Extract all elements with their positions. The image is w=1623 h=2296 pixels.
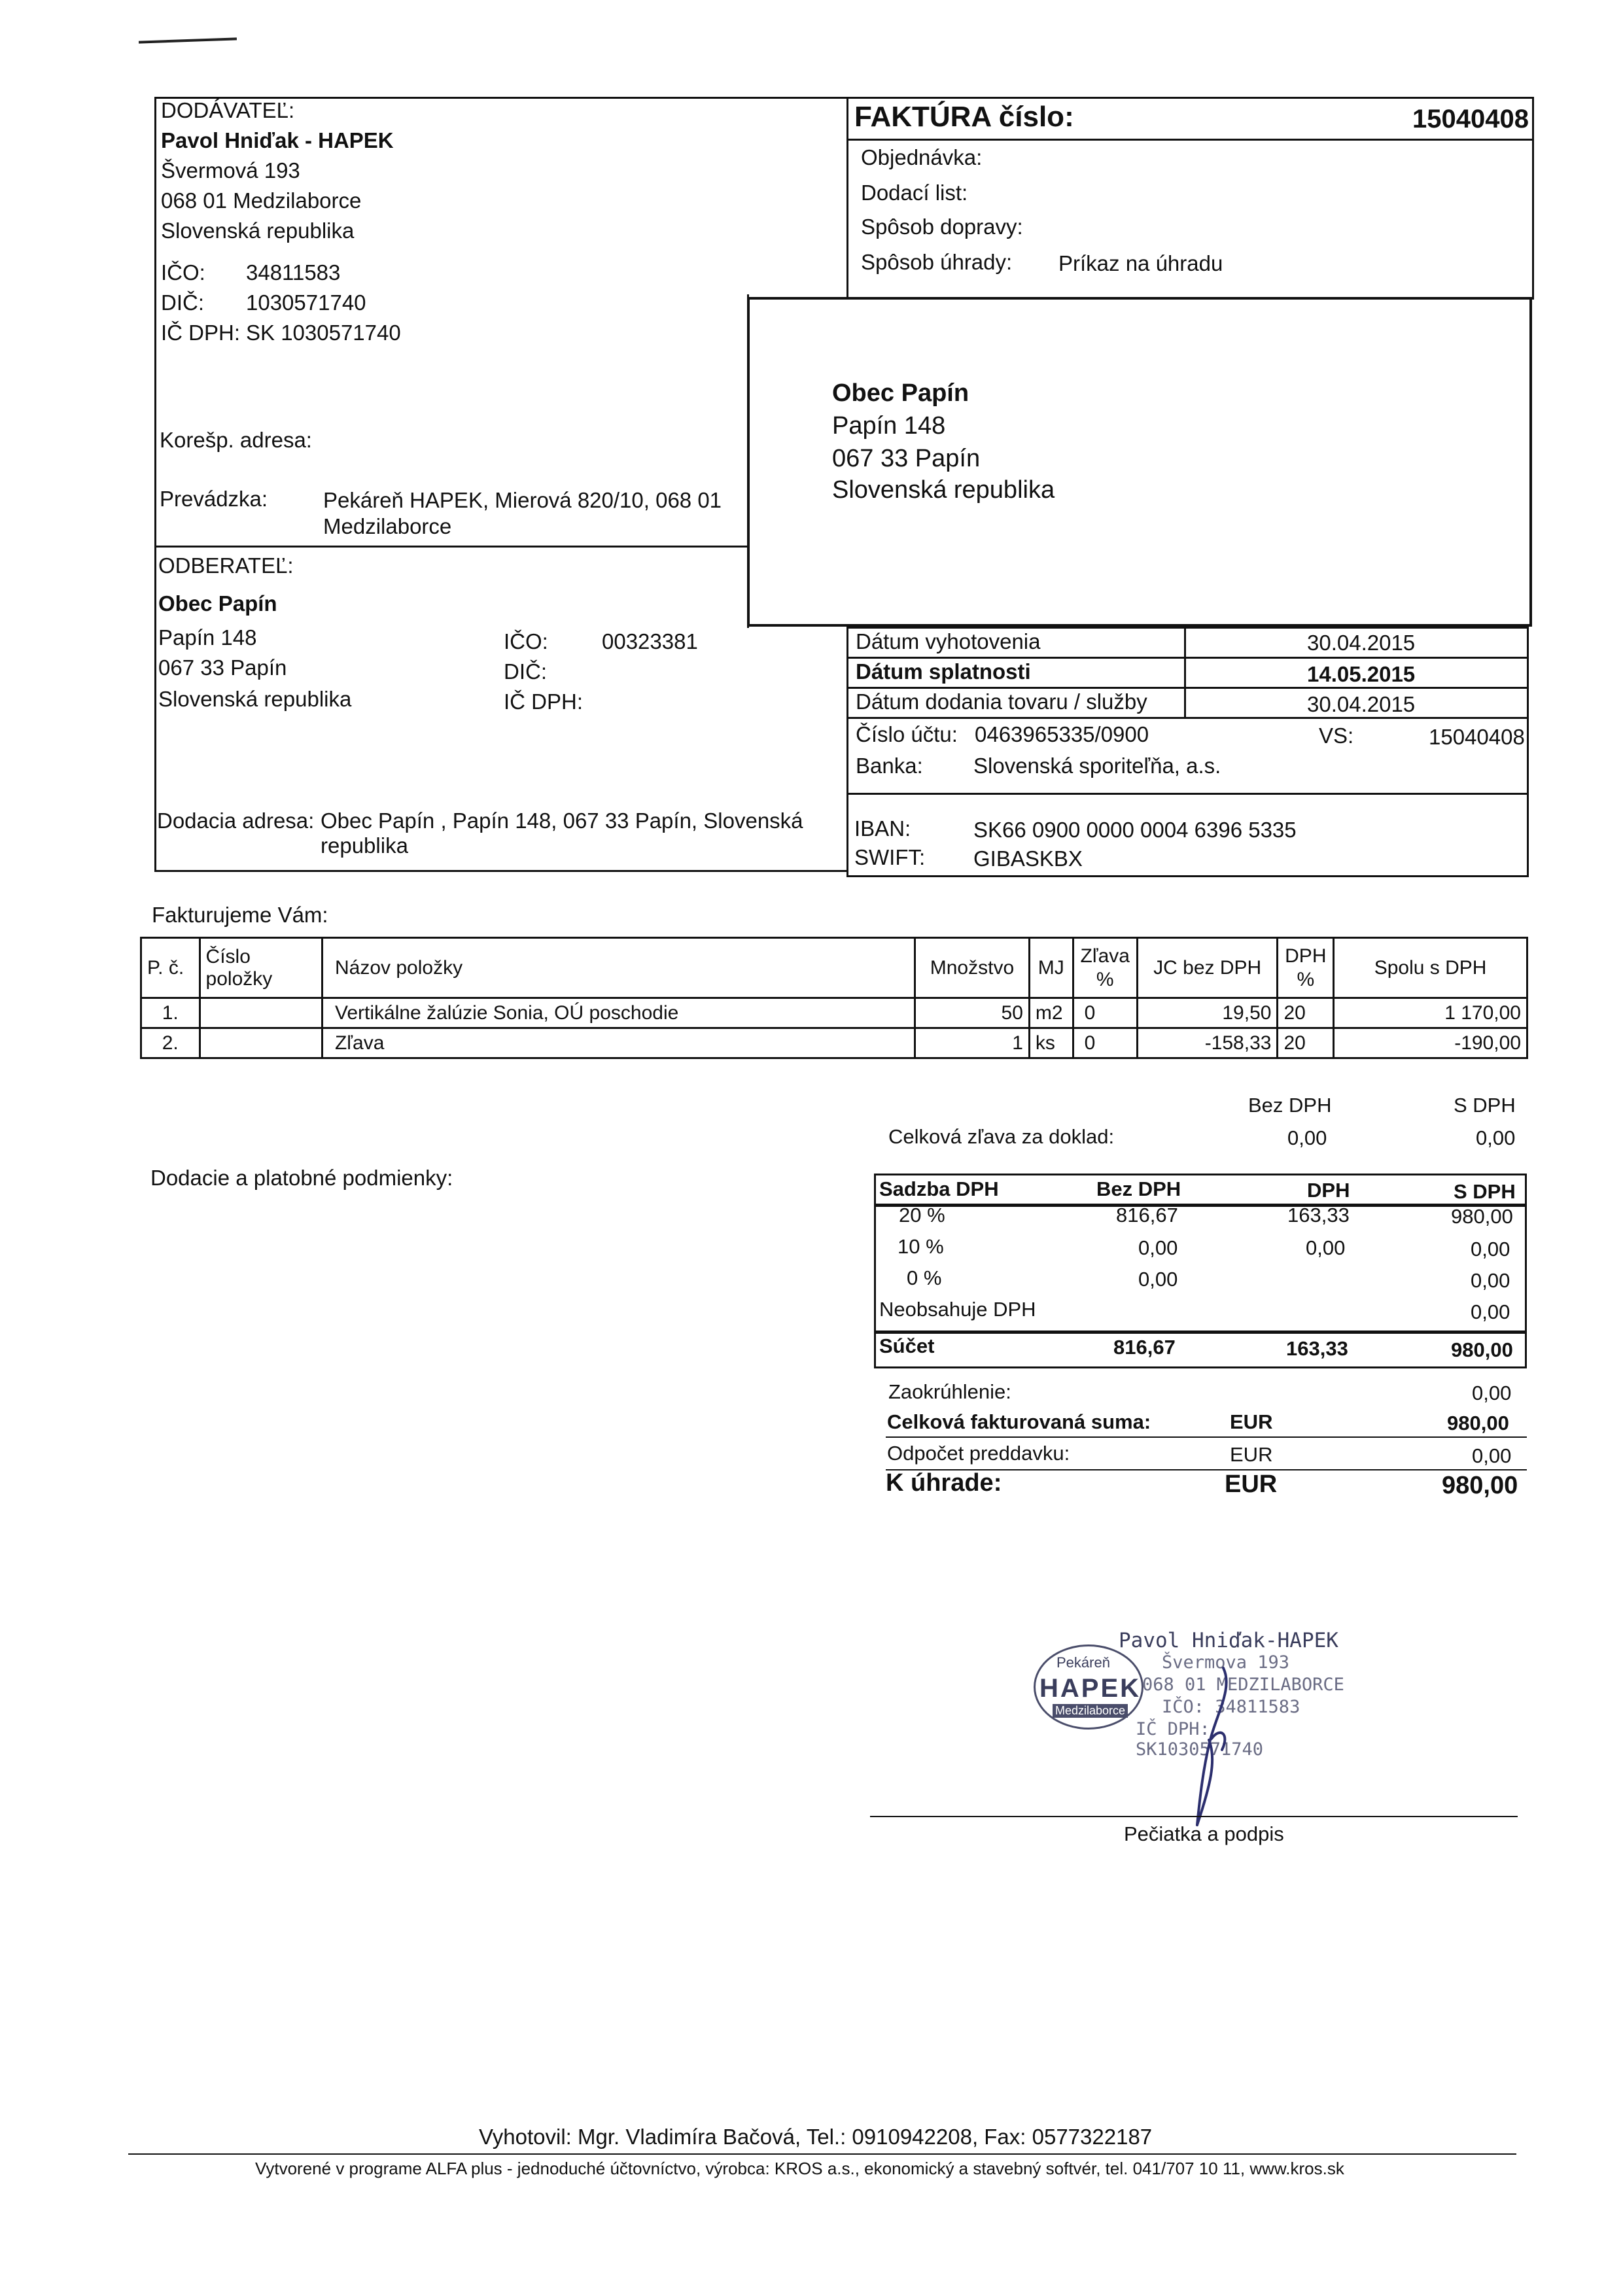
- supply-date-label: Dátum dodania tovaru / služby: [856, 689, 1147, 714]
- invoiced-underline: [886, 1436, 1527, 1438]
- due-date: 14.05.2015: [1307, 662, 1416, 686]
- due-total-currency: EUR: [1225, 1470, 1278, 1498]
- customer-heading: ODBERATEĽ:: [158, 553, 294, 578]
- customer-delivery-line1: Obec Papín , Papín 148, 067 33 Papín, Slovenská: [321, 809, 803, 833]
- recipient-country: Slovenská republika: [832, 476, 1055, 504]
- supplier-ico-label: IČO:: [161, 260, 205, 285]
- invoiced-label: Celková fakturovaná suma:: [887, 1410, 1151, 1433]
- header-name: Názov položky: [322, 938, 915, 998]
- supplier-prevadzka-line1: Pekáreň HAPEK, Mierová 820/10, 068 01: [323, 488, 722, 512]
- advance-currency: EUR: [1230, 1443, 1273, 1466]
- discount-col-s: S DPH: [1454, 1094, 1516, 1117]
- header-vat-line1: DPH: [1285, 945, 1327, 967]
- supplier-prevadzka-line2: Medzilaborce: [323, 514, 452, 538]
- vat-row-rate: 10 %: [898, 1235, 944, 1258]
- customer-dic-label: DIČ:: [504, 659, 547, 684]
- stamp-logo-bottom: Medzilaborce: [1053, 1704, 1128, 1718]
- items-header-row: [141, 938, 1527, 998]
- supplier-ico: 34811583: [246, 260, 341, 285]
- vat-row-total: 980,00: [1451, 1205, 1513, 1228]
- advance-label: Odpočet preddavku:: [887, 1442, 1070, 1465]
- header-pc: P. č.: [141, 938, 200, 998]
- row-unit: m2: [1029, 998, 1073, 1028]
- iban-value: SK66 0900 0000 0004 6396 5335: [973, 818, 1297, 842]
- vat-row-rate: 20 %: [899, 1204, 945, 1226]
- vat-row-total: 0,00: [1471, 1300, 1510, 1323]
- row-pc: 1.: [141, 998, 200, 1028]
- discount-col-bez: Bez DPH: [1248, 1094, 1332, 1117]
- vat-row-rate: Neobsahuje DPH: [879, 1298, 1036, 1321]
- supply-date: 30.04.2015: [1307, 692, 1416, 716]
- issued-label: Dátum vyhotovenia: [856, 629, 1041, 653]
- transport-label: Spôsob dopravy:: [861, 215, 1023, 239]
- table-row: [141, 1028, 1527, 1058]
- row-pc: 2.: [141, 1028, 200, 1058]
- due-total-label: K úhrade:: [886, 1469, 1002, 1497]
- rounding-value: 0,00: [1472, 1382, 1512, 1404]
- stamp-line2: Švermova 193: [1162, 1652, 1290, 1673]
- vat-sum-label: Súčet: [879, 1334, 935, 1357]
- stamp-logo-mid: HAPEK: [1039, 1674, 1142, 1703]
- handwritten-signature: [1171, 1661, 1263, 1832]
- order-label: Objednávka:: [861, 145, 983, 169]
- row-name: Vertikálne žalúzie Sonia, OÚ poschodie: [322, 998, 915, 1028]
- row-code: [200, 998, 322, 1028]
- supplier-icdph-label: IČ DPH:: [161, 321, 241, 345]
- row-price: 19,50: [1137, 998, 1278, 1028]
- signature-label: Pečiatka a podpis: [1124, 1822, 1284, 1845]
- header-qty: Množstvo: [915, 938, 1029, 998]
- header-unit: MJ: [1029, 938, 1073, 998]
- vat-header-base: Bez DPH: [1096, 1177, 1181, 1200]
- row-unit: ks: [1029, 1028, 1073, 1058]
- bank-label: Banka:: [856, 754, 923, 778]
- vat-table-frame: [874, 1174, 1527, 1368]
- vat-sum-total: 980,00: [1451, 1338, 1513, 1361]
- supplier-street: Švermová 193: [161, 158, 300, 183]
- vat-row-total: 0,00: [1471, 1269, 1510, 1292]
- vat-row-base: 0,00: [1138, 1236, 1178, 1259]
- customer-country: Slovenská republika: [158, 687, 352, 711]
- recipient-street: Papín 148: [832, 412, 946, 440]
- header-disc-line1: Zľava: [1080, 945, 1130, 967]
- software-note: Vytvorené v programe ALFA plus - jednoduché účtovníctvo, výrobca: KROS a.s., ekonomický a stavebný softvér, tel. 041/707 10 11, www.kros.sk: [255, 2159, 1344, 2178]
- stamp-line5: IČ DPH: SK1030571740: [1136, 1719, 1264, 1760]
- supplier-customer-divider: [154, 546, 748, 548]
- header-vat: [1278, 938, 1334, 998]
- supplier-name: Pavol Hniďak - HAPEK: [161, 128, 394, 152]
- recipient-name: Obec Papín: [832, 379, 969, 407]
- account-number: 0463965335/0900: [975, 722, 1149, 746]
- header-price: JC bez DPH: [1137, 938, 1278, 998]
- supplier-heading: DODÁVATEĽ:: [161, 98, 295, 122]
- discount-label: Celková zľava za doklad:: [888, 1125, 1115, 1148]
- signature-line: [870, 1816, 1518, 1817]
- customer-delivery-line2: republika: [321, 833, 408, 858]
- vat-header-total: S DPH: [1454, 1180, 1516, 1203]
- table-row: [141, 998, 1527, 1028]
- row-name: Zľava: [322, 1028, 915, 1058]
- row-total: 1 170,00: [1334, 998, 1527, 1028]
- vat-row-base: 816,67: [1116, 1204, 1178, 1226]
- customer-ico: 00323381: [602, 629, 698, 653]
- stamp-logo: [1034, 1644, 1143, 1730]
- invoice-title: FAKTÚRA číslo:: [854, 101, 1074, 133]
- vs-number: 15040408: [1429, 725, 1525, 749]
- customer-street: Papín 148: [158, 625, 257, 650]
- vat-header-vat: DPH: [1307, 1179, 1350, 1202]
- vat-header-rate: Sadzba DPH: [879, 1177, 999, 1200]
- swift-label: SWIFT:: [854, 845, 926, 869]
- dates-divider: [1184, 627, 1186, 717]
- discount-s: 0,00: [1476, 1126, 1516, 1149]
- supplier-country: Slovenská republika: [161, 218, 355, 243]
- vat-sum-base: 816,67: [1113, 1336, 1176, 1359]
- vat-header-line: [874, 1204, 1527, 1207]
- vat-sum-vat: 163,33: [1286, 1337, 1348, 1360]
- items-table: [140, 937, 1528, 1059]
- invoice-number: 15040408: [1412, 105, 1529, 133]
- vat-row-total: 0,00: [1471, 1238, 1510, 1261]
- supplier-city: 068 01 Medzilaborce: [161, 188, 362, 213]
- invoiced-currency: EUR: [1230, 1410, 1273, 1433]
- vat-sum-line: [874, 1331, 1527, 1334]
- supplier-prevadzka-label: Prevádzka:: [160, 487, 268, 511]
- row-price: -158,33: [1137, 1028, 1278, 1058]
- row-vat: 20: [1278, 1028, 1334, 1058]
- footer-line: [128, 2153, 1516, 2155]
- row-qty: 1: [915, 1028, 1029, 1058]
- header-total: Spolu s DPH: [1334, 938, 1527, 998]
- vs-label: VS:: [1319, 723, 1354, 748]
- due-total-amount: 980,00: [1442, 1472, 1518, 1499]
- row-total: -190,00: [1334, 1028, 1527, 1058]
- delivery-note-label: Dodací list:: [861, 181, 968, 205]
- customer-delivery-label: Dodacia adresa:: [157, 809, 315, 833]
- customer-city: 067 33 Papín: [158, 655, 287, 680]
- discount-bez: 0,00: [1287, 1126, 1327, 1149]
- stamp-logo-top: Pekáreň: [1056, 1654, 1110, 1671]
- swift-value: GIBASKBX: [973, 846, 1083, 871]
- rounding-label: Zaokrúhlenie:: [888, 1380, 1011, 1403]
- vat-row-vat: 0,00: [1306, 1236, 1346, 1259]
- invoiced-amount: 980,00: [1447, 1412, 1509, 1435]
- vat-row-base: 0,00: [1138, 1268, 1178, 1291]
- header-disc: [1073, 938, 1137, 998]
- terms-label: Dodacie a platobné podmienky:: [150, 1166, 453, 1190]
- stamp-line1: Pavol Hniďak-HAPEK: [1119, 1629, 1338, 1652]
- bank-iban-divider: [846, 793, 1529, 795]
- account-label: Číslo účtu:: [856, 722, 958, 746]
- payment-value: Príkaz na úhradu: [1058, 251, 1223, 275]
- vat-row-rate: 0 %: [907, 1266, 942, 1289]
- vat-row-vat: 163,33: [1287, 1204, 1350, 1226]
- row-disc: 0: [1073, 998, 1137, 1028]
- issued-by: Vyhotovil: Mgr. Vladimíra Bačová, Tel.: 0910942208, Fax: 0577322187: [479, 2125, 1153, 2149]
- supplier-koresp-label: Korešp. adresa:: [160, 428, 312, 452]
- items-intro: Fakturujeme Vám:: [152, 903, 328, 927]
- customer-icdph-label: IČ DPH:: [504, 689, 584, 714]
- header-vat-line2: %: [1297, 968, 1315, 990]
- scan-mark: [139, 37, 237, 43]
- customer-name: Obec Papín: [158, 591, 277, 616]
- row-qty: 50: [915, 998, 1029, 1028]
- advance-amount: 0,00: [1472, 1444, 1512, 1467]
- iban-label: IBAN:: [854, 816, 911, 841]
- issued-date: 30.04.2015: [1307, 631, 1416, 655]
- due-date-label: Dátum splatnosti: [856, 659, 1031, 684]
- supplier-dic: 1030571740: [246, 290, 366, 315]
- row-vat: 20: [1278, 998, 1334, 1028]
- invoice-title-underline: [846, 139, 1534, 141]
- dates-row2-line: [846, 687, 1529, 689]
- supplier-dic-label: DIČ:: [161, 290, 204, 315]
- row-code: [200, 1028, 322, 1058]
- supplier-icdph: SK 1030571740: [246, 321, 401, 345]
- dates-row1-line: [846, 657, 1529, 659]
- recipient-city: 067 33 Papín: [832, 445, 981, 472]
- customer-ico-label: IČO:: [504, 629, 548, 653]
- header-code: Číslo položky: [200, 938, 322, 998]
- stamp-line3: 068 01 MEDZILABORCE: [1142, 1675, 1344, 1695]
- payment-label: Spôsob úhrady:: [861, 250, 1013, 274]
- row-disc: 0: [1073, 1028, 1137, 1058]
- bank-name: Slovenská sporiteľňa, a.s.: [973, 754, 1221, 778]
- header-disc-line2: %: [1096, 968, 1114, 990]
- dates-row3-line: [846, 717, 1529, 719]
- stamp-line4: IČO: 34811583: [1162, 1697, 1300, 1717]
